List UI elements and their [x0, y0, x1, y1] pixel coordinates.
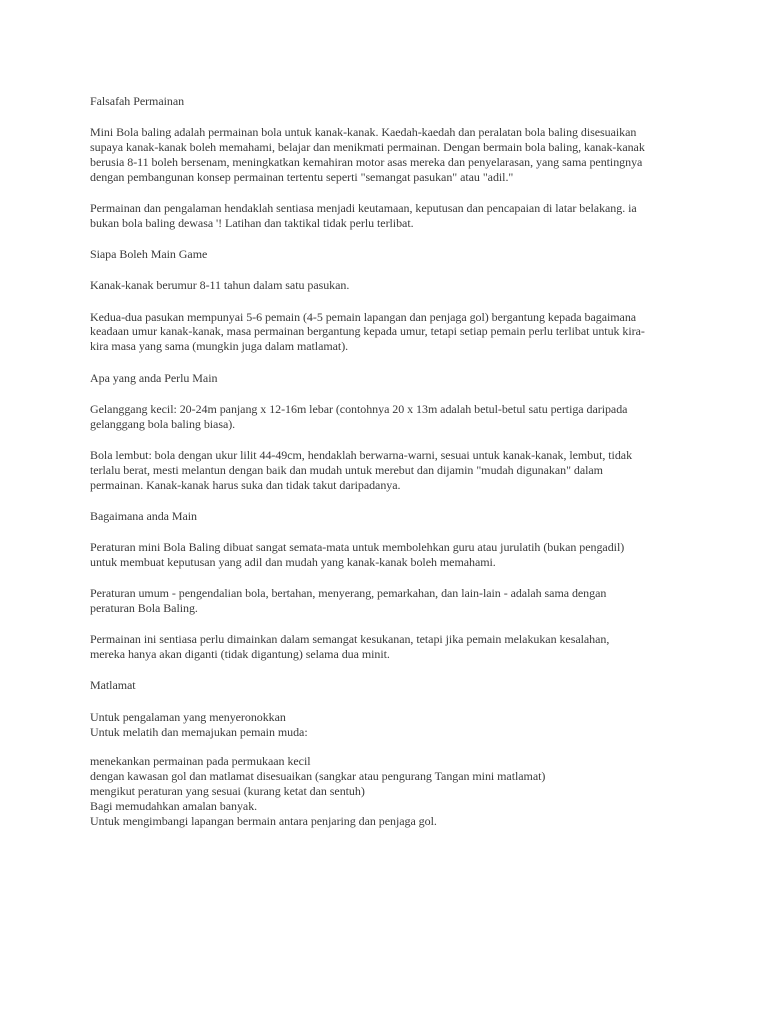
section-heading: Matlamat — [90, 678, 136, 693]
paragraph — [90, 125, 684, 184]
paragraph-line: mereka hanya akan diganti (tidak digantung) selama dua minit. — [90, 647, 390, 662]
paragraph — [90, 540, 684, 570]
paragraph-line: Permainan ini sentiasa perlu dimainkan dalam semangat kesukanan, tetapi jika pemain melakukan kesalahan, — [90, 632, 610, 647]
list-line: dengan kawasan gol dan matlamat disesuaikan (sangkar atau pengurang Tangan mini matlamat) — [90, 769, 546, 784]
paragraph-line: terlalu berat, mesti melantun dengan baik dan mudah untuk merebut dan dijamin "mudah digunakan" dalam — [90, 462, 603, 477]
section-heading: Falsafah Permainan — [90, 94, 185, 108]
list-line: Untuk pengalaman yang menyeronokkan — [90, 709, 286, 724]
section-heading: Siapa Boleh Main Game — [90, 247, 208, 262]
list-line — [90, 739, 684, 754]
paragraph-line: dengan pembangunan konsep permainan tertentu seperti "semangat pasukan" atau "adil." — [90, 169, 514, 184]
paragraph-line: Permainan dan pengalaman hendaklah sentiasa menjadi keutamaan, keputusan dan pencapaian di latar belakang. ia — [90, 200, 637, 215]
paragraph-line: permainan. Kanak-kanak harus suka dan tidak takut daripadanya. — [90, 477, 401, 492]
document-body — [90, 94, 684, 845]
paragraph-line: Bola lembut: bola dengan ukur lilit 44-49cm, hendaklah berwarna-warni, sesuai untuk kanak-kanak, lembut, tidak — [90, 447, 633, 462]
paragraph-line: Peraturan umum - pengendalian bola, bertahan, menyerang, pemarkahan, dan lain-lain - adalah sama dengan — [90, 586, 607, 601]
paragraph — [90, 586, 684, 616]
paragraph-line: Gelanggang kecil: 20-24m panjang x 12-16m lebar (contohnya 20 x 13m adalah betul-betul satu pertiga daripada — [90, 401, 628, 416]
paragraph-line: keadaan umur kanak-kanak, masa permainan bergantung kepada umur, tetapi setiap pemain perlu terlibat untuk kira- — [90, 324, 645, 339]
list-line: mengikut peraturan yang sesuai (kurang ketat dan sentuh) — [90, 783, 365, 798]
paragraph-line: kira masa yang sama (mungkin juga dalam matlamat). — [90, 339, 349, 354]
paragraph-line: bukan bola baling dewasa '! Latihan dan taktikal tidak perlu terlibat. — [90, 215, 414, 230]
paragraph — [90, 402, 684, 432]
paragraph — [90, 448, 684, 492]
list-line: menekankan permainan pada permukaan kecil — [90, 754, 311, 769]
paragraph-line: Mini Bola baling adalah permainan bola untuk kanak-kanak. Kaedah-kaedah dan peralatan bola baling disesuaikan — [90, 125, 637, 140]
paragraph-line: gelanggang bola baling biasa). — [90, 416, 236, 431]
list-line: Untuk melatih dan memajukan pemain muda: — [90, 724, 308, 739]
paragraph-line: peraturan Bola Baling. — [90, 601, 198, 616]
paragraph-line: berusia 8-11 boleh bersenam, meningkatkan kemahiran motor asas mereka dan penyelarasan, yang sama pentingnya — [90, 154, 643, 169]
paragraph-line: untuk membuat keputusan yang adil dan mudah yang kanak-kanak boleh memahami. — [90, 554, 496, 569]
paragraph — [90, 310, 684, 354]
goal-list — [90, 710, 684, 829]
section-heading: Apa yang anda Perlu Main — [90, 370, 218, 385]
list-line: Untuk mengimbangi lapangan bermain antara penjaring dan penjaga gol. — [90, 813, 437, 828]
paragraph-line: supaya kanak-kanak boleh memahami, belajar dan menikmati permainan. Dengan bermain bola baling, kanak-kanak — [90, 140, 645, 155]
paragraph-line: Kanak-kanak berumur 8-11 tahun dalam satu pasukan. — [90, 278, 350, 293]
paragraph — [90, 201, 684, 231]
paragraph — [90, 632, 684, 662]
section-heading: Bagaimana anda Main — [90, 508, 198, 523]
paragraph — [90, 278, 684, 293]
list-line: Bagi memudahkan amalan banyak. — [90, 798, 258, 813]
paragraph-line: Peraturan mini Bola Baling dibuat sangat semata-mata untuk membolehkan guru atau jurulatih (bukan pengadil) — [90, 540, 625, 555]
paragraph-line: Kedua-dua pasukan mempunyai 5-6 pemain (4-5 pemain lapangan dan penjaga gol) bergantung kepada bagaimana — [90, 309, 637, 324]
